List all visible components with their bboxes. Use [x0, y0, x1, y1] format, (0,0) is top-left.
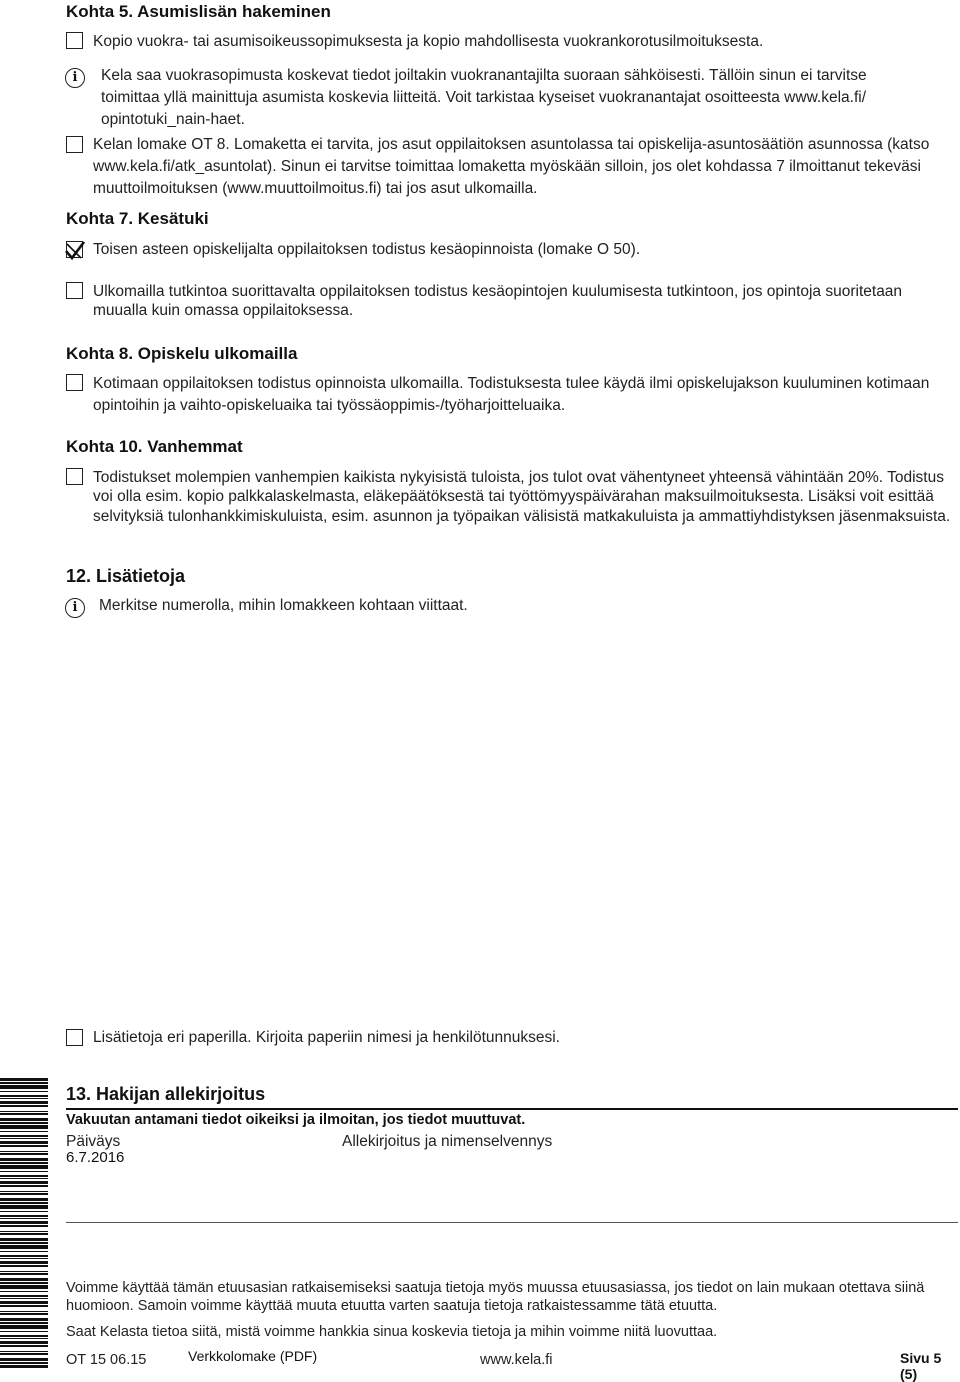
kohta5-item2-line3: muuttoilmoituksen (www.muuttoilmoitus.fi) tai jos asut ulkomailla.: [93, 180, 538, 197]
divider: [66, 1108, 958, 1110]
kohta10-item1-line2: voi olla esim. kopio palkkalaskelmasta, eläkepäätöksestä tai työttömyyspäivärahan maksuilmoituksesta. Lisäksi voit esittää: [93, 488, 934, 505]
kohta8-heading: Kohta 8. Opiskelu ulkomailla: [66, 344, 298, 363]
kohta5-item2-line2: www.kela.fi/atk_asuntolat). Sinun ei tarvitse toimittaa lomaketta myöskään silloin, jos olet kohdassa 7 ilmoittanut tekeväsi: [93, 158, 921, 175]
kohta7-heading: Kohta 7. Kesätuki: [66, 209, 209, 228]
kohta5-info-line2: toimittaa yllä mainittuja asumista koskevia liitteitä. Voit tarkistaa kyseiset vuokranantajat osoitteesta www.kela.fi/: [101, 89, 867, 106]
kohta5-item2-checkbox[interactable]: [66, 136, 83, 153]
barcode-icon: [0, 1078, 48, 1368]
kohta8-item1-line1: Kotimaan oppilaitoksen todistus opinnoista ulkomailla. Todistuksesta tulee käydä ilmi opiskelujakson kuuluminen kotimaan: [93, 375, 930, 392]
form-format: Verkkolomake (PDF): [188, 1348, 318, 1364]
kohta7-item1-label: Toisen asteen opiskelijalta oppilaitoksen todistus kesäopinnoista (lomake O 50).: [93, 241, 641, 258]
date-field[interactable]: 6.7.2016: [66, 1149, 125, 1166]
kohta8-item1-line2: opintoihin ja vaihto-opiskeluaika tai työssäoppimis-/työharjoitteluaika.: [93, 397, 566, 414]
kohta10-item1-line1: Todistukset molempien vanhempien kaikista nykyisistä tuloista, jos tulot ovat vähentyneet yhteensä vähintään 20%. Todistus: [93, 469, 944, 486]
footer-website[interactable]: www.kela.fi: [480, 1352, 553, 1368]
kohta8-item1-checkbox[interactable]: [66, 374, 83, 391]
divider: [66, 1222, 958, 1223]
kohta10-heading: Kohta 10. Vanhemmat: [66, 437, 243, 456]
lisatietoja-info: Merkitse numerolla, mihin lomakkeen kohtaan viittaat.: [99, 597, 468, 614]
kohta7-item1-checkbox[interactable]: [66, 241, 83, 258]
kohta5-item1-checkbox[interactable]: [66, 32, 83, 49]
kohta5-info-line1: Kela saa vuokrasopimusta koskevat tiedot joiltakin vuokranantajilta suoraan sähköisesti. Tällöin sinun ei tarvitse: [101, 67, 867, 84]
allekirjoitus-statement: Vakuutan antamani tiedot oikeiksi ja ilmoitan, jos tiedot muuttuvat.: [66, 1112, 526, 1128]
check-icon: [64, 239, 86, 261]
info-icon: i: [65, 68, 85, 88]
footer-notice-line2: huomioon. Samoin voimme käyttää muuta etuutta varten saatuja tietoja ratkaistessamme tätä etuutta.: [66, 1298, 718, 1314]
info-icon: i: [65, 598, 85, 618]
lisatietoja-textarea[interactable]: [66, 624, 958, 1022]
footer-notice-line3: Saat Kelasta tietoa siitä, mistä voimme hankkia sinua koskevia tietoja ja mihin voimme niitä luovuttaa.: [66, 1324, 718, 1340]
kohta5-heading: Kohta 5. Asumislisän hakeminen: [66, 2, 331, 21]
kohta5-info-line3: opintotuki_nain-haet.: [101, 111, 245, 128]
kohta5-item2-line1: Kelan lomake OT 8. Lomaketta ei tarvita, jos asut oppilaitoksen asuntolassa tai opiskelija-asuntosäätiön asunnossa (katso: [93, 136, 930, 153]
page-number: Sivu 5 (5): [900, 1350, 942, 1382]
lisatietoja-extra-checkbox[interactable]: [66, 1029, 83, 1046]
kohta5-item1-label: Kopio vuokra- tai asumisoikeussopimuksesta ja kopio mahdollisesta vuokrankorotusilmoituksesta.: [93, 33, 764, 50]
footer-notice-line1: Voimme käyttää tämän etuusasian ratkaisemiseksi saatuja tietoja myös muussa etuusasiassa, jos tiedot on lain mukaan otettava siinä: [66, 1280, 925, 1296]
form-code: OT 15 06.15: [66, 1352, 147, 1368]
kohta10-item1-checkbox[interactable]: [66, 468, 83, 485]
lisatietoja-heading: 12. Lisätietoja: [66, 566, 186, 586]
kohta7-item2-line1: Ulkomailla tutkintoa suorittavalta oppilaitoksen todistus kesäopintojen kuulumisesta tutkintoon, jos opintoja suoritetaan: [93, 283, 903, 300]
lisatietoja-extra-label: Lisätietoja eri paperilla. Kirjoita paperiin nimesi ja henkilötunnuksesi.: [93, 1029, 560, 1046]
allekirjoitus-heading: 13. Hakijan allekirjoitus: [66, 1084, 266, 1104]
kohta10-item1-line3: selvityksiä tulonhankkimiskuluista, esim. asunnon ja työpaikan välisistä matkakuluista ja ammattiyhdistyksen jäsenmaksuista.: [93, 508, 951, 525]
kohta7-item2-line2: muualla kuin omassa oppilaitoksessa.: [93, 302, 354, 319]
signature-label: Allekirjoitus ja nimenselvennys: [342, 1133, 553, 1150]
signature-field[interactable]: [342, 1150, 958, 1220]
kohta7-item2-checkbox[interactable]: [66, 282, 83, 299]
date-label: Päiväys: [66, 1133, 121, 1150]
